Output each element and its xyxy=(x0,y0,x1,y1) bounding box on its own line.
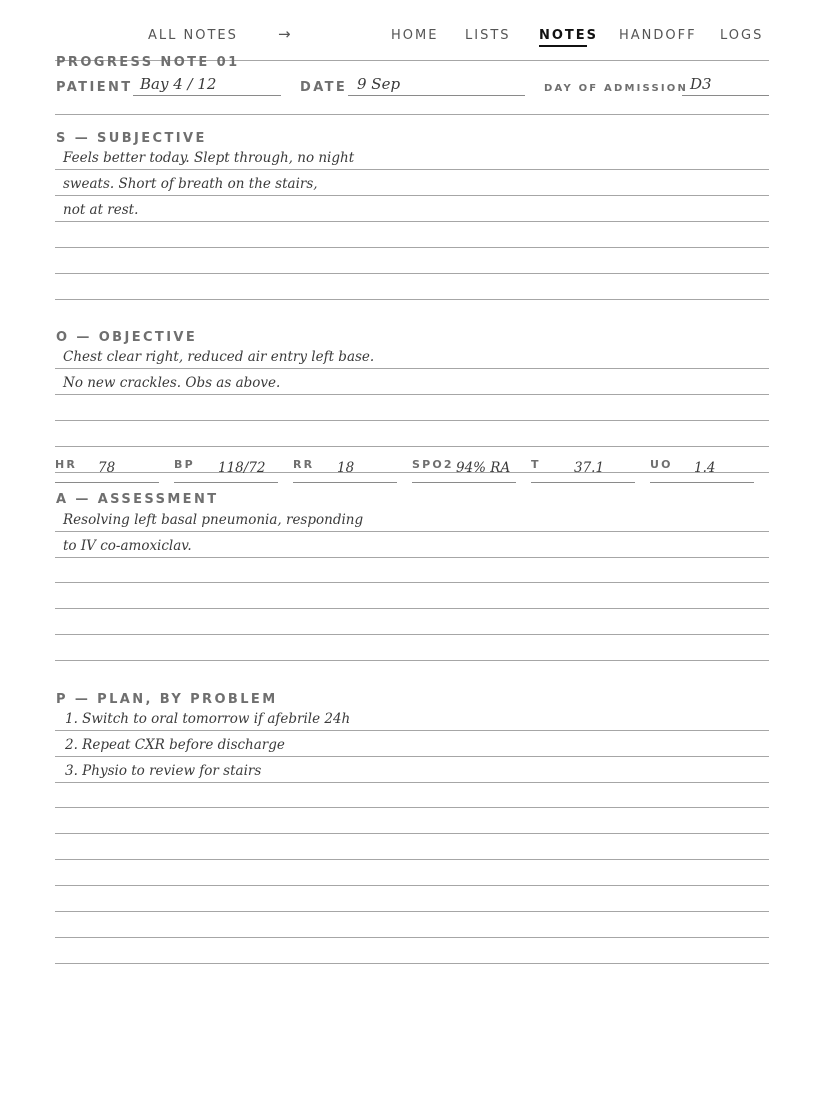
writing-line xyxy=(55,531,769,532)
writing-line xyxy=(55,247,769,248)
writing-line xyxy=(55,937,769,938)
writing-line xyxy=(55,807,769,808)
subjective-heading: S — SUBJECTIVE xyxy=(56,131,207,146)
writing-line xyxy=(55,420,769,421)
plan-line[interactable]: 1. Switch to oral tomorrow if afebrile 24h xyxy=(65,711,351,727)
plan-line[interactable]: 3. Physio to review for stairs xyxy=(65,763,262,779)
patient-field[interactable]: Bay 4 / 12 xyxy=(140,75,217,93)
writing-line xyxy=(55,963,769,964)
vital-field-rule xyxy=(55,482,159,483)
writing-line xyxy=(55,730,769,731)
writing-line xyxy=(55,394,769,395)
assessment-heading: A — ASSESSMENT xyxy=(56,492,219,507)
writing-line xyxy=(55,885,769,886)
nav-logs[interactable]: LOGS xyxy=(720,28,764,43)
note-title: PROGRESS NOTE 01 xyxy=(56,55,240,70)
nav-home[interactable]: HOME xyxy=(391,28,439,43)
writing-line xyxy=(55,195,769,196)
vital-hr-field[interactable]: 78 xyxy=(98,460,116,476)
subjective-line[interactable]: not at rest. xyxy=(63,202,139,218)
objective-line[interactable]: Chest clear right, reduced air entry left base. xyxy=(63,349,375,365)
writing-line xyxy=(55,608,769,609)
assessment-line[interactable]: to IV co-amoxiclav. xyxy=(63,538,192,554)
subjective-line[interactable]: sweats. Short of breath on the stairs, xyxy=(63,176,318,192)
writing-line xyxy=(55,634,769,635)
vital-rr-field[interactable]: 18 xyxy=(337,460,355,476)
nav-lists[interactable]: LISTS xyxy=(465,28,511,43)
date-label: DATE xyxy=(300,80,348,95)
date-field-rule xyxy=(348,95,525,96)
vital-rr-label: RR xyxy=(293,458,315,471)
writing-line xyxy=(55,221,769,222)
writing-line xyxy=(55,557,769,558)
vital-spo2-field[interactable]: 94% RA xyxy=(456,460,511,476)
objective-heading: O — OBJECTIVE xyxy=(56,330,198,345)
writing-line xyxy=(55,368,769,369)
nav-notes[interactable]: NOTES xyxy=(539,28,599,43)
active-tab-underline xyxy=(539,45,587,47)
vital-hr-label: HR xyxy=(55,458,78,471)
subjective-line[interactable]: Feels better today. Slept through, no night xyxy=(63,150,355,166)
day-of-admission-field[interactable]: D3 xyxy=(690,75,712,93)
patient-field-rule xyxy=(133,95,281,96)
writing-line xyxy=(55,660,769,661)
writing-line xyxy=(55,782,769,783)
vital-uo-label: UO xyxy=(650,458,673,471)
assessment-line[interactable]: Resolving left basal pneumonia, responding xyxy=(63,512,364,528)
writing-line xyxy=(55,299,769,300)
vital-spo2-label: SPO2 xyxy=(412,458,454,471)
writing-line xyxy=(55,859,769,860)
vital-field-rule xyxy=(412,482,516,483)
vital-t-label: T xyxy=(531,458,541,471)
nav-all-notes-link[interactable]: ALL NOTES xyxy=(148,28,238,43)
day-of-admission-label: DAY OF ADMISSION xyxy=(544,83,689,94)
patient-label: PATIENT xyxy=(56,80,133,95)
day-of-admission-field-rule xyxy=(682,95,769,96)
plan-heading: P — PLAN, BY PROBLEM xyxy=(56,692,278,707)
writing-line xyxy=(55,582,769,583)
vital-field-rule xyxy=(174,482,278,483)
plan-line[interactable]: 2. Repeat CXR before discharge xyxy=(65,737,285,753)
writing-line xyxy=(55,273,769,274)
writing-line xyxy=(55,472,769,473)
vital-bp-label: BP xyxy=(174,458,195,471)
vital-uo-field[interactable]: 1.4 xyxy=(694,460,716,476)
vital-field-rule xyxy=(293,482,397,483)
writing-line xyxy=(55,169,769,170)
vital-field-rule xyxy=(531,482,635,483)
vital-field-rule xyxy=(650,482,754,483)
arrow-right-icon[interactable]: → xyxy=(278,25,291,43)
writing-line xyxy=(55,833,769,834)
header-bottom-rule xyxy=(55,114,769,115)
nav-handoff[interactable]: HANDOFF xyxy=(619,28,697,43)
writing-line xyxy=(55,911,769,912)
vital-bp-field[interactable]: 118/72 xyxy=(218,460,266,476)
date-field[interactable]: 9 Sep xyxy=(357,75,401,93)
objective-line[interactable]: No new crackles. Obs as above. xyxy=(63,375,281,391)
writing-line xyxy=(55,756,769,757)
writing-line xyxy=(55,446,769,447)
vital-t-field[interactable]: 37.1 xyxy=(574,460,605,476)
